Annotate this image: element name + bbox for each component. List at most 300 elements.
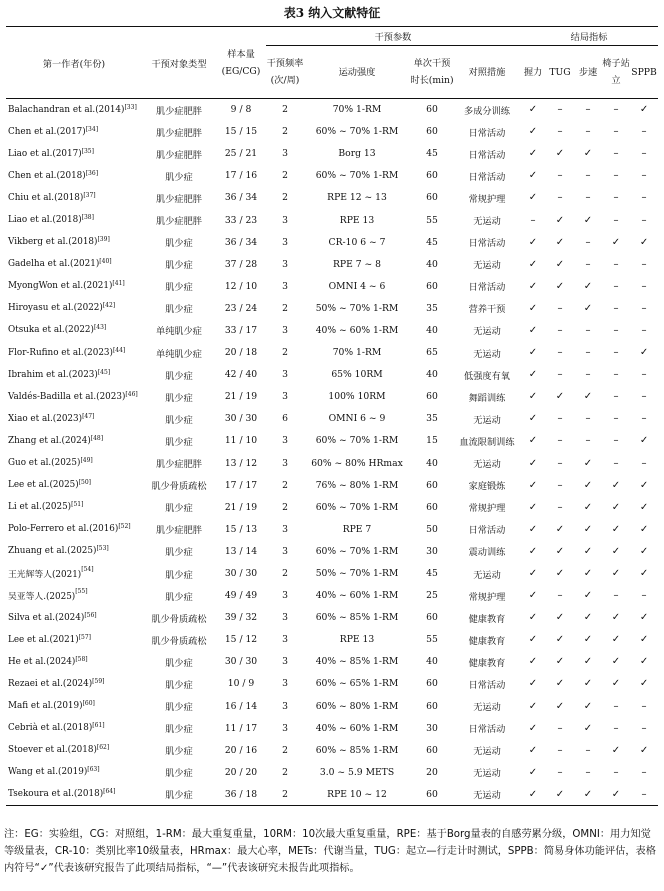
author-name: Polo-Ferrero et al.(2016) (8, 524, 119, 535)
cell-type: 肌少骨质疏松 (151, 635, 207, 647)
cell-duration: 60 (426, 104, 438, 116)
cell-outcome-sppb: – (641, 369, 647, 381)
cell-sample: 33 / 17 (224, 324, 258, 336)
cell-outcome-chair: ✓ (611, 501, 621, 513)
cell-duration: 55 (426, 214, 438, 226)
cell-intensity: 70% 1-RM (332, 104, 382, 116)
cell-intensity: 60% ~ 70% 1-RM (315, 126, 399, 138)
reference-number: [39] (97, 236, 110, 244)
reference-number: [42] (102, 302, 116, 310)
author-name: Guo et al.(2025) (8, 458, 81, 469)
cell-intensity: RPE 13 (339, 634, 375, 646)
cell-outcome-grip: ✓ (528, 722, 538, 734)
table-row (6, 121, 658, 143)
cell-author (6, 430, 142, 452)
cell-outcome-tug: ✓ (555, 634, 565, 646)
cell-intensity: 70% 1-RM (332, 347, 382, 359)
cell-outcome-gait: ✓ (583, 678, 593, 690)
cell-control: 常规护理 (468, 591, 506, 603)
cell-control: 日常活动 (468, 724, 506, 736)
cell-outcome-sppb: ✓ (639, 634, 649, 646)
cell-intensity: 50% ~ 70% 1-RM (315, 302, 399, 314)
cell-intensity: 60% ~ 70% 1-RM (315, 170, 399, 182)
cell-intensity: 100% 10RM (328, 391, 386, 403)
cell-outcome-grip: ✓ (528, 568, 538, 580)
cell-duration: 45 (426, 568, 438, 580)
cell-duration: 60 (426, 501, 438, 513)
cell-outcome-tug: – (557, 766, 563, 778)
cell-outcome-gait: – (585, 258, 591, 270)
cell-outcome-chair: ✓ (611, 612, 621, 624)
cell-duration: 60 (426, 192, 438, 204)
header-control: 对照措施 (454, 46, 520, 99)
cell-outcome-grip: ✓ (528, 612, 538, 624)
cell-intensity: 3.0 ~ 5.9 METS (319, 766, 395, 778)
cell-author (6, 386, 142, 408)
cell-intensity: 60% ~ 70% 1-RM (315, 501, 399, 513)
cell-freq: 2 (282, 302, 288, 314)
cell-author (6, 165, 142, 187)
cell-outcome-grip: ✓ (528, 744, 538, 756)
cell-outcome-grip: ✓ (528, 391, 538, 403)
cell-intensity: RPE 12 ~ 13 (327, 192, 387, 204)
cell-control: 无运动 (473, 348, 501, 360)
cell-outcome-tug: ✓ (555, 148, 565, 160)
cell-outcome-tug: ✓ (555, 678, 565, 690)
cell-outcome-gait: ✓ (583, 612, 593, 624)
cell-type: 肌少症 (165, 746, 193, 758)
cell-control: 健康教育 (468, 635, 506, 647)
reference-number: [34] (85, 125, 99, 133)
cell-type: 肌少骨质疏松 (151, 481, 207, 493)
reference-number: [45] (97, 368, 111, 376)
reference-number: [57] (78, 633, 92, 641)
cell-freq: 3 (282, 258, 288, 270)
cell-duration: 20 (426, 766, 438, 778)
table-body (6, 99, 658, 806)
cell-outcome-sppb: – (641, 700, 647, 712)
cell-outcome-grip: ✓ (528, 656, 538, 668)
cell-freq: 2 (266, 783, 304, 805)
cell-intensity: RPE 10 ~ 12 (304, 783, 410, 805)
cell-duration: 30 (426, 722, 438, 734)
reference-number: [41] (112, 280, 125, 288)
cell-control: 无运动 (473, 746, 501, 758)
author-name: Ibrahim et al.(2023) (8, 369, 98, 380)
cell-outcome-chair: ✓ (602, 783, 630, 805)
cell-outcome-gait: ✓ (583, 148, 593, 160)
cell-outcome-grip: ✓ (520, 783, 546, 805)
cell-freq: 3 (282, 457, 288, 469)
cell-outcome-chair: ✓ (611, 634, 621, 646)
table-row (6, 695, 658, 717)
cell-outcome-tug: – (557, 590, 563, 602)
cell-freq: 3 (282, 700, 288, 712)
cell-outcome-sppb: – (641, 258, 647, 270)
cell-outcome-chair: – (613, 324, 619, 336)
author-name: Stoever et al.(2018) (8, 745, 97, 756)
cell-outcome-chair: ✓ (611, 744, 621, 756)
cell-outcome-gait: ✓ (583, 568, 593, 580)
cell-outcome-grip: ✓ (528, 126, 538, 138)
cell-outcome-chair: – (613, 590, 619, 602)
author-name: Chen et al.(2017) (8, 126, 86, 137)
table-row (6, 386, 658, 408)
cell-outcome-sppb: ✓ (639, 568, 649, 580)
header-intensity: 运动强度 (304, 46, 410, 99)
cell-outcome-chair: – (613, 457, 619, 469)
cell-outcome-chair: – (613, 700, 619, 712)
cell-outcome-grip: ✓ (528, 501, 538, 513)
header-freq: 干预频率(次/周) (266, 46, 304, 99)
cell-control: 低强度有氧 (464, 370, 510, 382)
author-name: 吴亚等人.(2025) (8, 592, 76, 603)
cell-type: 肌少症 (165, 702, 193, 714)
cell-outcome-sppb: ✓ (639, 236, 649, 248)
cell-outcome-gait: ✓ (583, 545, 593, 557)
cell-author (6, 651, 142, 673)
cell-outcome-grip: ✓ (528, 302, 538, 314)
header-sppb: SPPB (630, 46, 658, 99)
cell-freq: 3 (282, 590, 288, 602)
cell-outcome-tug: ✓ (555, 280, 565, 292)
cell-sample: 15 / 15 (224, 126, 258, 138)
table-row (6, 562, 658, 584)
cell-sample: 33 / 23 (224, 214, 258, 226)
author-name: He et al.(2024) (8, 656, 76, 667)
cell-control: 日常活动 (468, 282, 506, 294)
reference-number: [54] (81, 566, 94, 574)
table-row (6, 209, 658, 231)
cell-sample: 20 / 18 (224, 347, 258, 359)
cell-outcome-gait: – (585, 324, 591, 336)
cell-outcome-gait: ✓ (583, 501, 593, 513)
cell-outcome-chair: ✓ (611, 568, 621, 580)
cell-duration: 25 (426, 590, 438, 602)
table-row (6, 518, 658, 540)
cell-duration: 60 (426, 280, 438, 292)
reference-number: [64] (103, 788, 116, 796)
cell-outcome-gait: – (585, 369, 591, 381)
author-name: Liao et al.(2017) (8, 148, 82, 159)
cell-duration: 55 (426, 634, 438, 646)
cell-control: 家庭锻炼 (468, 481, 506, 493)
cell-freq: 3 (282, 612, 288, 624)
cell-outcome-sppb: – (641, 413, 647, 425)
author-name: 王光辉等人(2021) (8, 570, 82, 581)
cell-outcome-grip: ✓ (528, 258, 538, 270)
cell-freq: 3 (282, 391, 288, 403)
cell-freq: 6 (282, 413, 288, 425)
cell-freq: 3 (282, 656, 288, 668)
table-row (6, 430, 658, 452)
header-tug: TUG (546, 46, 574, 99)
cell-author (6, 275, 142, 297)
cell-author (6, 629, 142, 651)
cell-outcome-tug: ✓ (555, 612, 565, 624)
header-chair: 椅子站立 (602, 46, 630, 99)
cell-type: 单纯肌少症 (156, 348, 202, 360)
cell-control: 健康教育 (468, 613, 506, 625)
reference-number: [61] (92, 722, 105, 730)
cell-freq: 2 (282, 744, 288, 756)
cell-outcome-grip: ✓ (528, 545, 538, 557)
cell-outcome-chair: ✓ (611, 523, 621, 535)
cell-outcome-chair: – (613, 258, 619, 270)
cell-type: 肌少症 (165, 503, 193, 515)
author-name: MyongWon et al.(2021) (8, 281, 113, 292)
cell-control: 无运动 (473, 459, 501, 471)
cell-outcome-sppb: ✓ (639, 545, 649, 557)
cell-type: 肌少症肥胖 (156, 459, 202, 471)
cell-sample: 20 / 16 (224, 744, 258, 756)
cell-outcome-sppb: ✓ (639, 678, 649, 690)
cell-freq: 3 (282, 324, 288, 336)
cell-freq: 2 (282, 479, 288, 491)
cell-type: 肌少症 (165, 569, 193, 581)
header-row-1 (6, 27, 658, 46)
reference-number: [43] (93, 324, 107, 332)
cell-intensity: RPE 13 (339, 214, 375, 226)
cell-duration: 40 (426, 656, 438, 668)
reference-number: [46] (125, 390, 138, 398)
reference-number: [63] (87, 766, 100, 774)
cell-sample: 42 / 40 (224, 369, 258, 381)
cell-intensity: 40% ~ 60% 1-RM (315, 590, 399, 602)
cell-author (6, 585, 142, 607)
cell-outcome-sppb: – (641, 214, 647, 226)
cell-outcome-tug: – (557, 347, 563, 359)
table-row (6, 585, 658, 607)
cell-outcome-tug: ✓ (555, 545, 565, 557)
cell-sample: 23 / 24 (224, 302, 258, 314)
cell-duration: 40 (426, 258, 438, 270)
author-name: Silva et al.(2024) (8, 612, 85, 623)
cell-author (6, 231, 142, 253)
cell-sample: 17 / 16 (224, 170, 258, 182)
author-name: Xiao et al.(2023) (8, 413, 83, 424)
cell-duration: 45 (426, 148, 438, 160)
table-row (6, 761, 658, 783)
cell-type: 肌少症 (165, 304, 193, 316)
author-name: Otsuka et al.(2022) (8, 325, 94, 336)
cell-intensity: 60% ~ 70% 1-RM (315, 545, 399, 557)
cell-duration: 35 (426, 413, 438, 425)
cell-control: 无运动 (473, 569, 501, 581)
cell-duration: 60 (426, 744, 438, 756)
table-row (6, 496, 658, 518)
reference-number: [49] (80, 457, 93, 465)
cell-outcome-grip: ✓ (528, 479, 538, 491)
cell-author (6, 408, 142, 430)
table-row (6, 275, 658, 297)
cell-author (6, 761, 142, 783)
cell-intensity: 60% ~ 70% 1-RM (315, 435, 399, 447)
reference-number: [36] (85, 169, 99, 177)
cell-sample: 15 / 12 (224, 634, 258, 646)
table-title: 表3 纳入文献特征 (283, 6, 381, 20)
cell-author (6, 342, 142, 364)
cell-outcome-grip: ✓ (528, 634, 538, 646)
cell-sample: 13 / 14 (224, 545, 258, 557)
cell-outcome-tug: ✓ (555, 236, 565, 248)
author-name: Vikberg et al.(2018) (8, 237, 98, 248)
cell-outcome-tug: – (557, 501, 563, 513)
cell-outcome-grip: ✓ (528, 347, 538, 359)
author-name: Rezaei et al.(2024) (8, 678, 93, 689)
cell-intensity: Borg 13 (338, 148, 376, 160)
author-name: Valdés-Badilla et al.(2023) (8, 391, 126, 402)
cell-outcome-grip: ✓ (528, 413, 538, 425)
cell-outcome-gait: – (585, 744, 591, 756)
author-name: Mafi et al.(2019) (8, 701, 83, 712)
table-row (6, 540, 658, 562)
cell-outcome-grip: ✓ (528, 435, 538, 447)
table-row (6, 629, 658, 651)
cell-author (6, 209, 142, 231)
author-name: Lee et al.(2025) (8, 480, 79, 491)
cell-outcome-sppb: ✓ (639, 744, 649, 756)
cell-outcome-gait: – (585, 192, 591, 204)
cell-control: 常规护理 (468, 503, 506, 515)
table-row (6, 165, 658, 187)
author-name: Hiroyasu et al.(2022) (8, 303, 103, 314)
cell-outcome-chair: – (613, 192, 619, 204)
cell-intensity: OMNI 4 ~ 6 (328, 280, 386, 292)
cell-sample: 21 / 19 (224, 501, 258, 513)
cell-author (6, 783, 142, 805)
cell-author (6, 739, 142, 761)
cell-type: 肌少症肥胖 (156, 193, 202, 205)
cell-outcome-tug: ✓ (555, 523, 565, 535)
cell-outcome-tug: – (557, 744, 563, 756)
cell-outcome-gait: – (585, 104, 591, 116)
cell-outcome-sppb: ✓ (639, 501, 649, 513)
cell-outcome-chair: – (613, 148, 619, 160)
cell-author (6, 607, 142, 629)
cell-outcome-tug: – (557, 126, 563, 138)
cell-outcome-tug: ✓ (555, 214, 565, 226)
cell-outcome-sppb: – (641, 126, 647, 138)
cell-control: 无运动 (473, 216, 501, 228)
table-row (6, 297, 658, 319)
cell-outcome-sppb: ✓ (639, 523, 649, 535)
cell-outcome-grip: ✓ (528, 678, 538, 690)
cell-author (6, 121, 142, 143)
cell-outcome-grip: ✓ (528, 369, 538, 381)
author-name: Chen et al.(2018) (8, 170, 86, 181)
cell-outcome-grip: ✓ (528, 192, 538, 204)
cell-type: 肌少症肥胖 (156, 127, 202, 139)
cell-type: 肌少症肥胖 (156, 149, 202, 161)
table-row (6, 253, 658, 275)
cell-outcome-grip: ✓ (528, 523, 538, 535)
cell-author (6, 540, 142, 562)
cell-control: 无运动 (473, 326, 501, 338)
cell-outcome-sppb: ✓ (639, 435, 649, 447)
cell-control: 无运动 (473, 260, 501, 272)
author-name: Cebrià et al.(2018) (8, 723, 93, 734)
cell-outcome-sppb: ✓ (639, 656, 649, 668)
cell-outcome-sppb: – (641, 457, 647, 469)
cell-outcome-gait: ✓ (583, 457, 593, 469)
cell-intensity: 76% ~ 80% 1-RM (315, 479, 399, 491)
table-row (6, 319, 658, 341)
cell-outcome-chair: – (613, 170, 619, 182)
cell-duration: 60 (426, 479, 438, 491)
cell-outcome-sppb: ✓ (639, 479, 649, 491)
cell-control: 营养干预 (468, 304, 506, 316)
cell-freq: 3 (282, 634, 288, 646)
cell-intensity: 60% ~ 80% 1-RM (315, 700, 399, 712)
cell-author (6, 695, 142, 717)
table-row (6, 474, 658, 496)
reference-number: [56] (84, 611, 97, 619)
cell-control: 健康教育 (468, 657, 506, 669)
cell-outcome-chair: ✓ (611, 678, 621, 690)
cell-outcome-sppb: – (641, 280, 647, 292)
cell-sample: 21 / 19 (224, 391, 258, 403)
cell-outcome-tug: – (557, 457, 563, 469)
table-row (6, 607, 658, 629)
reference-number: [35] (81, 147, 94, 155)
cell-freq: 2 (282, 170, 288, 182)
cell-outcome-gait: – (585, 347, 591, 359)
cell-outcome-tug: – (557, 722, 563, 734)
cell-outcome-chair: ✓ (611, 545, 621, 557)
cell-control: 日常活动 (468, 679, 506, 691)
cell-outcome-chair: ✓ (611, 479, 621, 491)
cell-control: 无运动 (473, 702, 501, 714)
cell-author (6, 673, 142, 695)
cell-outcome-tug: – (557, 324, 563, 336)
cell-freq: 2 (282, 568, 288, 580)
cell-outcome-grip: ✓ (528, 104, 538, 116)
cell-outcome-chair: ✓ (611, 656, 621, 668)
reference-number: [52] (118, 523, 131, 531)
cell-intensity: 40% ~ 85% 1-RM (315, 656, 399, 668)
cell-freq: 3 (282, 678, 288, 690)
characteristics-table (6, 26, 658, 806)
cell-control: 日常活动 (468, 127, 506, 139)
cell-control: 血流限制训练 (459, 436, 515, 448)
cell-outcome-sppb: – (641, 170, 647, 182)
cell-type: 肌少症 (165, 436, 193, 448)
cell-outcome-tug: – (557, 369, 563, 381)
cell-author (6, 452, 142, 474)
cell-sample: 20 / 20 (224, 766, 258, 778)
cell-type: 肌少症 (165, 392, 193, 404)
cell-duration: 60 (426, 391, 438, 403)
cell-sample: 30 / 30 (224, 656, 258, 668)
cell-control: 无运动 (473, 768, 501, 780)
cell-outcome-tug: – (557, 302, 563, 314)
cell-outcome-gait: ✓ (583, 700, 593, 712)
cell-outcome-grip: ✓ (528, 170, 538, 182)
header-sample: 样本量(EG/CG) (216, 27, 266, 99)
table-row (6, 783, 658, 805)
table-row (6, 673, 658, 695)
header-type: 干预对象类型 (142, 27, 216, 99)
table-row (6, 231, 658, 253)
cell-author (6, 496, 142, 518)
cell-outcome-sppb: – (641, 722, 647, 734)
cell-sample: 12 / 10 (224, 280, 258, 292)
cell-sample: 17 / 17 (224, 479, 258, 491)
table-row (6, 452, 658, 474)
cell-freq: 3 (282, 280, 288, 292)
cell-outcome-gait: ✓ (583, 722, 593, 734)
